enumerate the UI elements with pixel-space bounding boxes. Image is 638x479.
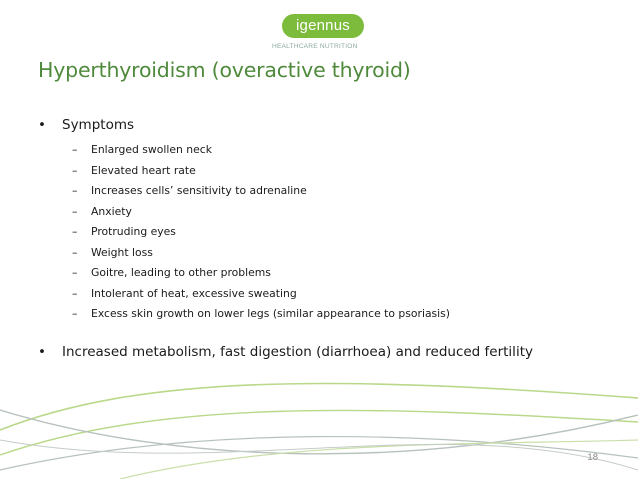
list-item: – Enlarged swollen neck xyxy=(72,143,212,156)
logo-tagline: HEALTHCARE NUTRITION xyxy=(272,43,358,50)
igennus-logo xyxy=(272,14,382,54)
list-item: – Protruding eyes xyxy=(72,225,176,238)
symptoms-list xyxy=(72,140,450,325)
slide-title: Hyperthyroidism (overactive thyroid) xyxy=(38,58,411,82)
bullet-marker: • xyxy=(38,117,46,133)
list-item: – Anxiety xyxy=(72,204,132,218)
bullet-text: Symptoms xyxy=(62,117,135,133)
list-item: – Weight loss xyxy=(72,245,153,259)
wave-line xyxy=(0,383,638,430)
page-number: 18 xyxy=(587,452,598,463)
list-item: – Increases cells’ sensitivity to adrenaline xyxy=(72,184,307,197)
bullet-marker: • xyxy=(38,344,46,360)
list-item: – Elevated heart rate xyxy=(72,163,196,177)
list-item: – Intolerant of heat, excessive sweating xyxy=(72,286,297,300)
wave-line xyxy=(0,440,638,470)
bullet-text: Increased metabolism, fast digestion (diarrhoea) and reduced fertility xyxy=(62,344,533,360)
logo-wordmark: igennus xyxy=(282,14,364,38)
list-item: – Excess skin growth on lower legs (similar appearance to psoriasis) xyxy=(72,307,451,320)
bullet-metabolism xyxy=(38,344,533,360)
list-item: – Goitre, leading to other problems xyxy=(72,266,271,279)
decorative-waves xyxy=(0,370,638,479)
bullet-symptoms xyxy=(38,117,134,133)
